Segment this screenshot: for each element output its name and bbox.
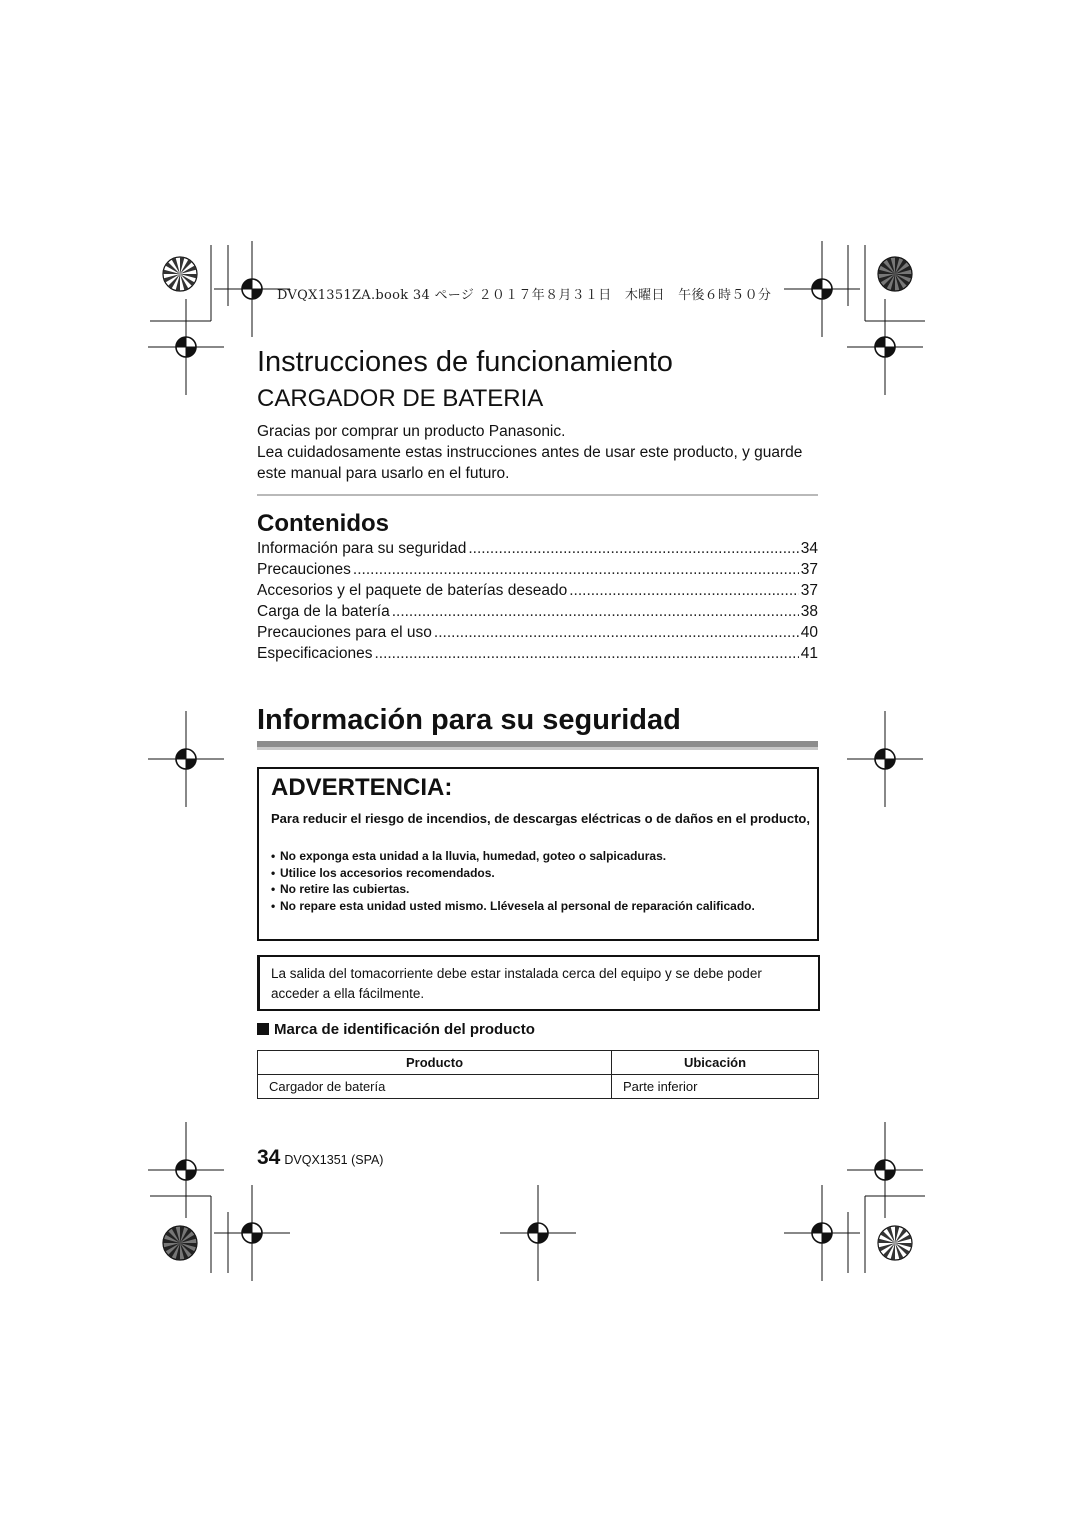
bullet: •: [271, 865, 276, 880]
target-quadrant: [875, 749, 885, 759]
square-bullet-icon: [257, 1023, 269, 1035]
outlet-note-box: [257, 955, 820, 1011]
toc-leader: [392, 603, 799, 621]
page-number: 34: [257, 1146, 281, 1169]
safety-heading: Información para su seguridad: [257, 704, 681, 736]
target-quadrant: [812, 279, 822, 289]
list-item: [271, 881, 811, 898]
product-mark-heading-text: Marca de identificación del producto: [274, 1021, 535, 1038]
target-quadrant: [176, 749, 186, 759]
intro-line-1: Gracias por comprar un producto Panasonic.: [257, 423, 566, 440]
toc-item-page: 37: [800, 561, 818, 578]
outlet-note: La salida del tomacorriente debe estar instalada cerca del equipo y se debe poder acceder a ella fácilmente.: [271, 966, 762, 1001]
product-mark-heading: [257, 1021, 535, 1038]
toc-item[interactable]: [257, 624, 818, 645]
warning-lead: Para reducir el riesgo de incendios, de descargas eléctricas o de daños en el producto,: [271, 811, 810, 826]
product-mark-table: [257, 1050, 819, 1099]
toc-item[interactable]: [257, 645, 818, 666]
target-quadrant: [176, 337, 186, 347]
table-cell: Cargador de batería: [258, 1075, 612, 1099]
contents-heading: Contenidos: [257, 510, 389, 537]
toc-item-label: Especificaciones: [257, 645, 373, 662]
bullet: •: [271, 849, 276, 863]
toc-item-page: 37: [800, 582, 818, 599]
warning-list: [271, 848, 811, 914]
target-quadrant: [875, 337, 885, 347]
toc-leader: [374, 645, 798, 663]
target-quadrant: [252, 289, 262, 299]
list-item: [271, 898, 811, 915]
warning-item: No exponga esta unidad a la lluvia, humedad, goteo o salpicaduras.: [280, 849, 667, 863]
document-code: DVQX1351 (SPA): [284, 1153, 384, 1167]
target-quadrant: [538, 1233, 548, 1243]
page-title: Instrucciones de funcionamiento: [257, 346, 673, 378]
target-quadrant: [875, 1160, 885, 1170]
toc-item[interactable]: [257, 540, 818, 561]
warning-item: No repare esta unidad usted mismo. Llévesela al personal de reparación calificado.: [280, 898, 755, 913]
toc-item-page: 34: [800, 540, 818, 557]
toc-item-label: Información para su seguridad: [257, 540, 467, 557]
divider: [257, 494, 818, 496]
target-quadrant: [812, 1223, 822, 1233]
target-quadrant: [186, 347, 196, 357]
page-footer: [257, 1146, 383, 1170]
intro-text: [257, 421, 817, 484]
toc-item-page: 38: [800, 603, 818, 620]
toc-item-label: Precauciones para el uso: [257, 624, 432, 641]
target-quadrant: [885, 759, 895, 769]
toc-leader: [468, 540, 798, 558]
toc-leader: [434, 624, 799, 642]
target-quadrant: [885, 1170, 895, 1180]
target-quadrant: [822, 1233, 832, 1243]
header-slug: DVQX1351ZA.book 34 ページ ２０１７年８月３１日 木曜日 午後６時５０分: [277, 288, 772, 303]
target-quadrant: [242, 279, 252, 289]
target-quadrant: [252, 1233, 262, 1243]
toc-item[interactable]: [257, 603, 818, 624]
toc-item-page: 41: [800, 645, 818, 662]
table-header-row: [258, 1051, 819, 1075]
target-quadrant: [242, 1223, 252, 1233]
warning-box: [257, 767, 819, 941]
target-quadrant: [822, 289, 832, 299]
toc-item-label: Accesorios y el paquete de baterías deseado: [257, 582, 568, 599]
warning-item: No retire las cubiertas.: [280, 882, 410, 896]
bullet: •: [271, 882, 276, 896]
toc-item[interactable]: [257, 582, 818, 603]
warning-item: Utilice los accesorios recomendados.: [280, 865, 495, 880]
target-quadrant: [528, 1223, 538, 1233]
toc-item-label: Precauciones: [257, 561, 351, 578]
toc-leader: [353, 561, 799, 579]
page-subtitle: CARGADOR DE BATERIA: [257, 385, 544, 412]
list-item: [271, 865, 811, 882]
column-header-location: Ubicación: [612, 1051, 819, 1075]
target-quadrant: [186, 1170, 196, 1180]
intro-line-2: Lea cuidadosamente estas instrucciones antes de usar este producto, y guarde este manual para usarlo en el futuro.: [257, 444, 803, 482]
column-header-product: Producto: [258, 1051, 612, 1075]
list-item: [271, 848, 811, 865]
target-quadrant: [186, 759, 196, 769]
toc-item-page: 40: [800, 624, 818, 641]
toc-item[interactable]: [257, 561, 818, 582]
table-of-contents: [257, 540, 818, 666]
toc-item-label: Carga de la batería: [257, 603, 390, 620]
table-row: [258, 1075, 819, 1099]
target-quadrant: [885, 347, 895, 357]
warning-title: ADVERTENCIA:: [271, 774, 453, 801]
heading-rule: [257, 741, 818, 750]
toc-leader: [569, 582, 799, 600]
table-cell: Parte inferior: [612, 1075, 819, 1099]
bullet: •: [271, 898, 276, 913]
target-quadrant: [176, 1160, 186, 1170]
